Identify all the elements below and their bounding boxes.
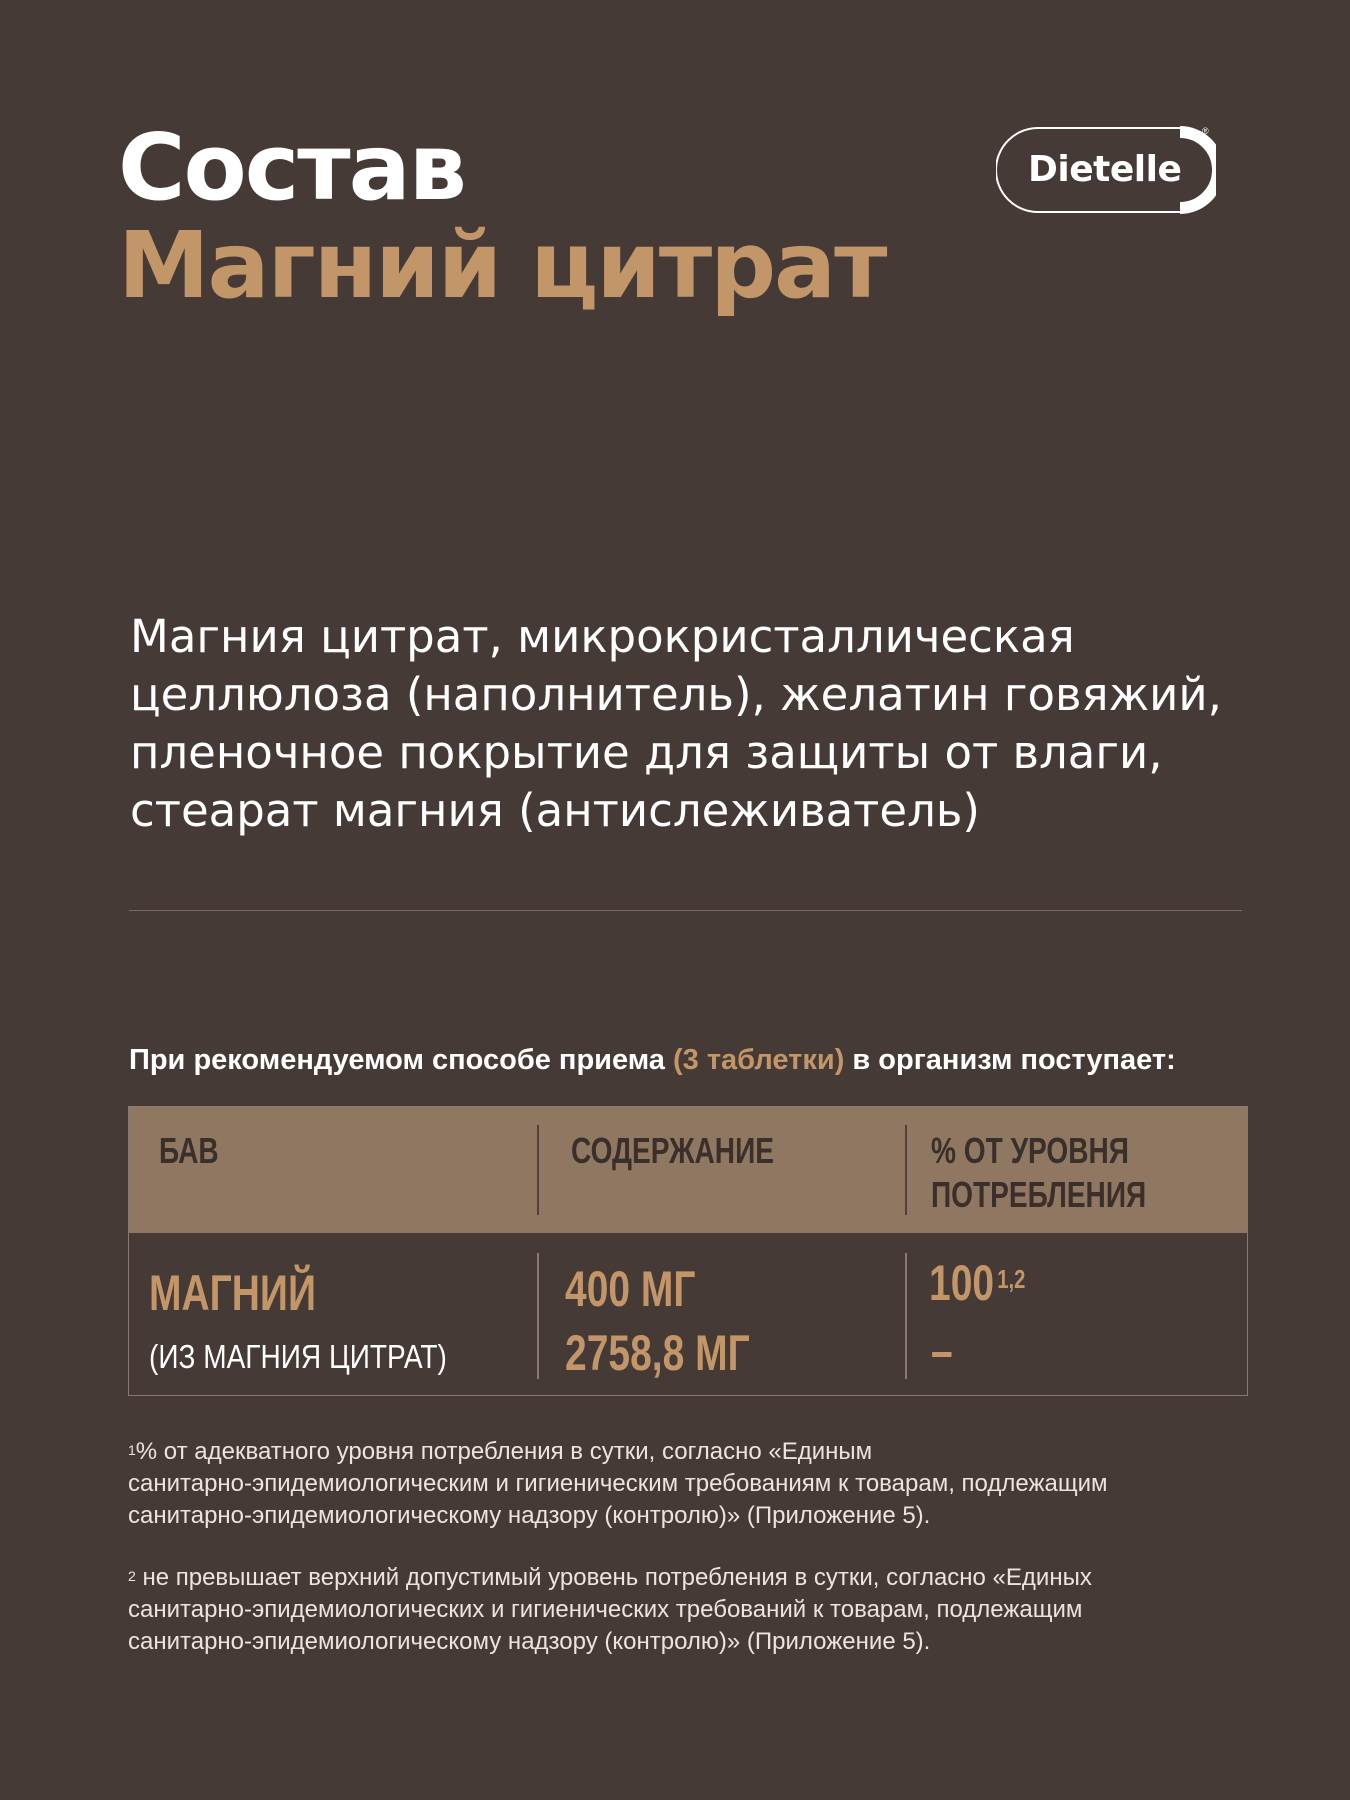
footnote-line: % от адекватного уровня потребления в сутки, согласно «Единым (135, 1438, 873, 1465)
percent-footnote-refs: 1,2 (997, 1264, 1026, 1294)
percent-value-source: – (931, 1323, 953, 1379)
intake-text-after: в организм поступает: (844, 1044, 1176, 1076)
substance-name: МАГНИЙ (149, 1265, 316, 1321)
section-divider (129, 910, 1242, 911)
header-percent-line2: ПОТРЕБЛЕНИЯ (931, 1174, 1147, 1215)
footnote-line: санитарно-эпидемиологическому надзору (контролю)» (Приложение 5). (128, 1502, 931, 1529)
product-name: Магний цитрат (118, 212, 886, 319)
brand-name: Dietelle (1028, 149, 1182, 190)
row-divider (537, 1253, 539, 1379)
header-content: СОДЕРЖАНИЕ (571, 1130, 774, 1171)
header-divider (537, 1125, 539, 1215)
intake-caption (129, 1040, 1279, 1080)
table-header (129, 1107, 1247, 1233)
header-percent-line1: % ОТ УРОВНЯ (931, 1130, 1129, 1171)
footnote-line: санитарно-эпидемиологических и гигиенических требований к товарам, подлежащим (128, 1596, 1083, 1623)
composition-line: Магния цитрат, микрокристаллическая (130, 610, 1075, 663)
footnote-line: не превышает верхний допустимый уровень потребления в сутки, согласно «Единых (142, 1564, 1092, 1591)
footnote-line: санитарно-эпидемиологическим и гигиеническим требованиям к товарам, подлежащим (128, 1470, 1108, 1497)
footnote-line: санитарно-эпидемиологическому надзору (контролю)» (Приложение 5). (128, 1628, 931, 1655)
header-divider (905, 1125, 907, 1215)
composition-text (130, 608, 1260, 840)
content-value-source: 2758,8 МГ (565, 1325, 750, 1381)
nutrient-table (128, 1106, 1248, 1396)
footnote-2 (128, 1562, 1248, 1658)
composition-line: стеарат магния (антислеживатель) (130, 784, 980, 837)
footnote-1 (128, 1436, 1248, 1532)
brand-logo (996, 126, 1216, 214)
intake-dose-highlight: (3 таблетки) (673, 1044, 845, 1076)
composition-line: целлюлоза (наполнитель), желатин говяжий, (130, 668, 1222, 721)
content-value: 400 МГ (565, 1261, 696, 1317)
percent-number: 100 (929, 1255, 995, 1311)
intake-text-before: При рекомендуемом способе приема (129, 1044, 673, 1076)
row-divider (905, 1253, 907, 1379)
header-bav: БАВ (159, 1130, 219, 1171)
registered-mark: ® (1202, 126, 1209, 136)
percent-value (929, 1253, 1025, 1313)
substance-source: (ИЗ МАГНИЯ ЦИТРАТ) (149, 1338, 447, 1375)
composition-line: пленочное покрытие для защиты от влаги, (130, 726, 1163, 779)
footnote-mark: 1 (128, 1442, 136, 1458)
page-title: Состав (118, 114, 465, 221)
footnote-mark: 2 (128, 1568, 136, 1584)
